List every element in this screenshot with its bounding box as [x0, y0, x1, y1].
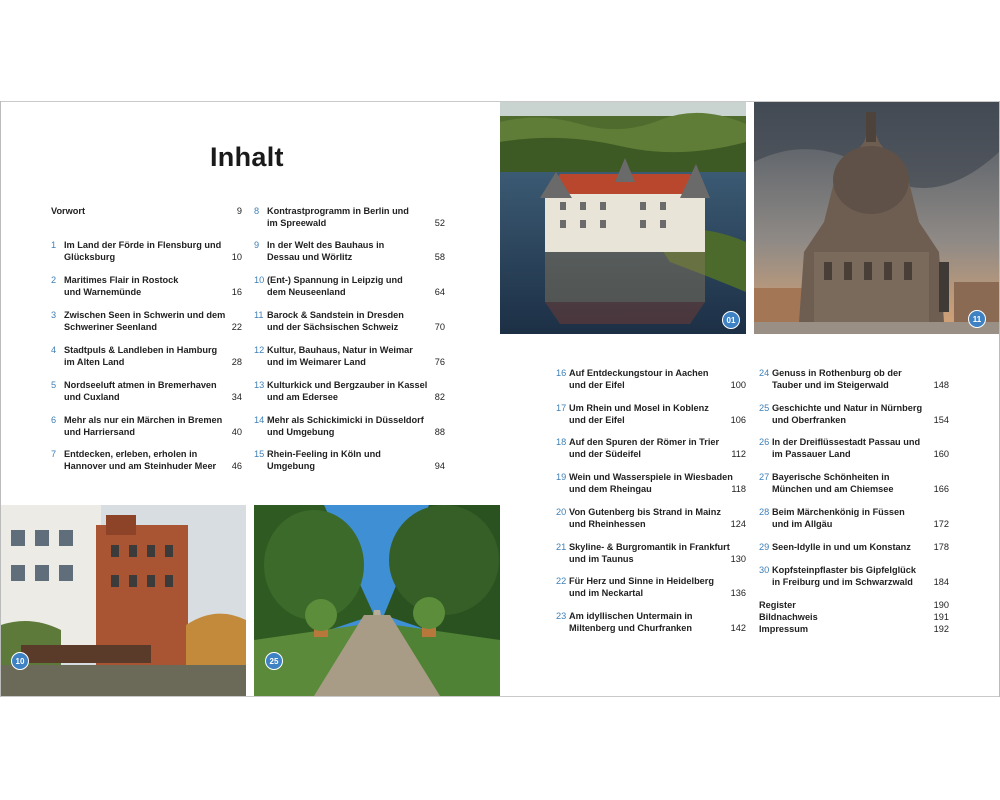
toc-entry-page: 40 — [231, 427, 242, 437]
toc-entry-line: Umgebung — [267, 461, 315, 471]
toc-entry-line: (Ent-) Spannung in Leipzig und — [267, 275, 403, 285]
toc-entry-line: in Freiburg und im Schwarzwald — [772, 577, 913, 587]
toc-entry-line: und der Eifel — [569, 380, 625, 390]
toc-entry-number: 17 — [556, 403, 567, 413]
toc-entry-line: Miltenberg und Churfranken — [569, 623, 693, 633]
toc-entry-title — [267, 379, 427, 403]
toc-entry-page: 160 — [933, 449, 949, 459]
toc-entry-number: 28 — [759, 507, 770, 517]
toc-entry — [51, 239, 242, 263]
toc-entry-page: 10 — [231, 252, 242, 262]
toc-entry-page: 191 — [933, 612, 949, 622]
toc-entry-line: Nordseeluft atmen in Bremerhaven — [64, 380, 217, 390]
toc-entry-line: und der Südeifel — [569, 449, 641, 459]
toc-entry-line: Rhein-Feeling in Köln und — [267, 449, 381, 459]
toc-entry — [254, 274, 445, 298]
toc-entry-number: 11 — [254, 310, 264, 320]
toc-entry-line: Impressum — [759, 624, 809, 634]
toc-entry-title — [759, 599, 796, 611]
toc-entry-number: 5 — [51, 380, 57, 390]
toc-entry-number: 14 — [254, 415, 265, 425]
toc-entry-line: und der Sächsischen Schweiz — [267, 322, 399, 332]
toc-entry-number: 7 — [51, 449, 57, 459]
toc-entry-title — [267, 205, 409, 229]
toc-entry-page: 88 — [434, 427, 445, 437]
toc-entry-title — [267, 414, 424, 438]
toc-entry-page: 70 — [434, 322, 445, 332]
church-photo — [754, 102, 999, 334]
toc-entry-number: 4 — [51, 345, 57, 355]
photo-number-badge: 11 — [968, 310, 986, 328]
toc-entry-page: 94 — [434, 461, 445, 471]
toc-entry-page: 9 — [236, 206, 242, 216]
toc-entry — [759, 436, 949, 460]
toc-entry-title — [267, 344, 413, 368]
toc-entry-line: Kultur, Bauhaus, Natur in Weimar — [267, 345, 413, 355]
toc-entry-line: und Oberfranken — [772, 415, 847, 425]
toc-entry-line: Kontrastprogramm in Berlin und — [267, 206, 409, 216]
toc-entry-line: im Alten Land — [64, 357, 125, 367]
toc-entry-page: 130 — [730, 554, 746, 564]
toc-entry — [254, 448, 445, 472]
toc-entry — [556, 436, 746, 460]
toc-entry-line: und Cuxland — [64, 392, 120, 402]
garden-photo — [254, 505, 500, 696]
toc-entry-page: 64 — [434, 287, 445, 297]
toc-entry-line: Beim Märchenkönig in Füssen — [772, 507, 905, 517]
toc-entry — [51, 448, 242, 472]
toc-entry — [51, 344, 242, 368]
toc-entry-number: 8 — [254, 206, 260, 216]
page-title: Inhalt — [210, 142, 284, 172]
toc-entry-page: 112 — [731, 449, 746, 459]
toc-entry-line: Mehr als nur ein Märchen in Bremen — [64, 415, 223, 425]
toc-entry-line: und Warnemünde — [64, 287, 142, 297]
toc-entry-title — [772, 436, 920, 460]
toc-entry-number: 10 — [254, 275, 265, 285]
toc-entry-page: 192 — [933, 624, 949, 634]
toc-entry-title — [569, 541, 730, 565]
toc-entry — [51, 379, 242, 403]
toc-entry-line: Entdecken, erleben, erholen in — [64, 449, 198, 459]
toc-entry-title — [267, 309, 404, 333]
toc-entry-page: 172 — [933, 519, 949, 529]
toc-entry-title — [64, 309, 225, 333]
toc-entry-line: und Umgebung — [267, 427, 335, 437]
toc-entry-title — [569, 506, 721, 530]
toc-entry-title — [569, 436, 719, 460]
toc-entry-page: 16 — [231, 287, 242, 297]
toc-entry — [759, 506, 949, 530]
toc-entry-number: 22 — [556, 576, 567, 586]
toc-entry — [759, 402, 949, 426]
toc-entry-line: Von Gutenberg bis Strand in Mainz — [569, 507, 721, 517]
toc-entry — [51, 274, 242, 298]
toc-entry — [254, 379, 445, 403]
toc-entry — [254, 205, 445, 229]
toc-entry-number: 13 — [254, 380, 265, 390]
toc-entry-line: Vorwort — [51, 206, 86, 216]
photo-number-badge: 10 — [11, 652, 29, 670]
toc-entry-line: Für Herz und Sinne in Heidelberg — [569, 576, 714, 586]
toc-entry-number: 21 — [556, 542, 567, 552]
toc-entry-number: 20 — [556, 507, 567, 517]
toc-entry-title — [64, 239, 221, 263]
toc-entry — [759, 564, 949, 588]
toc-entry-line: Seen-Idylle in und um Konstanz — [772, 542, 911, 552]
toc-entry — [556, 610, 746, 634]
toc-entry-page: 28 — [231, 357, 242, 367]
toc-entry-title — [569, 471, 733, 495]
toc-entry-line: Hannover und am Steinhuder Meer — [64, 461, 217, 471]
toc-entry — [51, 205, 242, 217]
toc-entry-line: Register — [759, 600, 796, 610]
toc-entry-title — [569, 367, 709, 391]
toc-entry-title — [64, 344, 217, 368]
toc-entry-line: und am Edersee — [267, 392, 338, 402]
toc-entry-page: 178 — [933, 542, 949, 552]
toc-entry-line: Auf Entdeckungstour in Aachen — [569, 368, 709, 378]
toc-entry-line: Skyline- & Burgromantik in Frankfurt — [569, 542, 730, 552]
toc-entry-page: 124 — [730, 519, 746, 529]
toc-entry-page: 184 — [933, 577, 949, 587]
toc-entry-line: Barock & Sandstein in Dresden — [267, 310, 404, 320]
toc-entry-number: 30 — [759, 565, 770, 575]
toc-entry — [556, 471, 746, 495]
toc-entry — [556, 402, 746, 426]
toc-entry-number: 29 — [759, 542, 770, 552]
toc-entry-line: Schweriner Seenland — [64, 322, 157, 332]
toc-entry-line: Kopfsteinpflaster bis Gipfelglück — [772, 565, 916, 575]
toc-entry-title — [569, 402, 709, 426]
toc-entry-title — [759, 623, 808, 635]
toc-entry-line: Am idyllischen Untermain in — [569, 611, 693, 621]
toc-entry-line: München und am Chiemsee — [772, 484, 894, 494]
toc-entry-page: 142 — [730, 623, 746, 633]
toc-entry-line: und im Allgäu — [772, 519, 833, 529]
toc-entry-number: 16 — [556, 368, 567, 378]
toc-entry-line: Dessau und Wörlitz — [267, 252, 353, 262]
toc-entry-page: 136 — [730, 588, 746, 598]
toc-entry-page: 22 — [231, 322, 242, 332]
toc-entry — [759, 611, 949, 623]
toc-entry-line: und Rheinhessen — [569, 519, 646, 529]
photo-number-badge: 01 — [722, 311, 740, 329]
toc-entry-page: 148 — [933, 380, 949, 390]
toc-entry-title — [51, 205, 85, 217]
toc-entry-line: In der Welt des Bauhaus in — [267, 240, 385, 250]
toc-entry-line: und im Neckartal — [569, 588, 644, 598]
toc-entry — [759, 541, 949, 553]
toc-entry-number: 2 — [51, 275, 57, 285]
toc-entry-line: Genuss in Rothenburg ob der — [772, 368, 902, 378]
toc-entry-title — [64, 448, 216, 472]
toc-entry — [759, 471, 949, 495]
toc-entry-title — [772, 564, 916, 588]
toc-entry-line: Maritimes Flair in Rostock — [64, 275, 179, 285]
toc-entry-number: 23 — [556, 611, 567, 621]
toc-entry — [51, 414, 242, 438]
toc-entry-line: Im Land der Förde in Flensburg und — [64, 240, 222, 250]
toc-entry-title — [569, 610, 693, 634]
toc-entry-page: 118 — [731, 484, 746, 494]
toc-entry-number: 1 — [51, 240, 57, 250]
toc-entry-line: Bayerische Schönheiten in — [772, 472, 890, 482]
toc-entry-line: Glücksburg — [64, 252, 116, 262]
toc-entry — [759, 599, 949, 611]
toc-entry-number: 26 — [759, 437, 770, 447]
toc-entry-title — [772, 367, 902, 391]
toc-entry — [556, 367, 746, 391]
toc-entry-number: 18 — [556, 437, 567, 447]
toc-entry — [254, 309, 445, 333]
toc-entry-number: 12 — [254, 345, 265, 355]
toc-entry-title — [772, 402, 922, 426]
toc-entry — [759, 367, 949, 391]
toc-entry — [51, 309, 242, 333]
toc-entry-line: und der Eifel — [569, 415, 625, 425]
toc-entry — [254, 239, 445, 263]
toc-entry — [254, 414, 445, 438]
hamburg-canal-photo — [1, 505, 246, 696]
toc-entry-page: 76 — [434, 357, 445, 367]
toc-entry — [759, 623, 949, 635]
toc-entry-line: Um Rhein und Mosel in Koblenz — [569, 403, 709, 413]
toc-entry-line: und im Weimarer Land — [267, 357, 366, 367]
toc-entry-page: 154 — [933, 415, 949, 425]
toc-entry-page: 166 — [933, 484, 949, 494]
toc-entry-title — [569, 575, 714, 599]
toc-entry-page: 46 — [231, 461, 242, 471]
toc-entry-number: 27 — [759, 472, 770, 482]
toc-entry-title — [759, 611, 818, 623]
toc-entry-number: 19 — [556, 472, 567, 482]
toc-entry — [254, 344, 445, 368]
toc-entry-line: im Spreewald — [267, 218, 327, 228]
toc-entry-title — [772, 506, 905, 530]
toc-entry-number: 24 — [759, 368, 770, 378]
toc-entry-number: 15 — [254, 449, 265, 459]
toc-entry — [556, 575, 746, 599]
toc-entry-page: 100 — [730, 380, 746, 390]
toc-entry-line: Mehr als Schickimicki in Düsseldorf — [267, 415, 424, 425]
toc-entry-page: 106 — [730, 415, 746, 425]
toc-entry-number: 25 — [759, 403, 770, 413]
toc-entry-line: und im Taunus — [569, 554, 634, 564]
toc-entry-line: Bildnachweis — [759, 612, 818, 622]
toc-entry-title — [64, 274, 178, 298]
toc-entry — [556, 541, 746, 565]
toc-entry-page: 190 — [933, 600, 949, 610]
toc-entry-page: 58 — [434, 252, 445, 262]
toc-entry — [556, 506, 746, 530]
toc-entry-line: und dem Rheingau — [569, 484, 652, 494]
photo-number-badge: 25 — [265, 652, 283, 670]
toc-entry-number: 6 — [51, 415, 57, 425]
toc-entry-page: 82 — [434, 392, 445, 402]
toc-entry-title — [772, 541, 911, 553]
toc-entry-title — [267, 239, 384, 263]
toc-entry-title — [64, 414, 222, 438]
toc-entry-line: Wein und Wasserspiele in Wiesbaden — [569, 472, 733, 482]
toc-entry-page: 52 — [434, 218, 445, 228]
castle-photo — [500, 102, 746, 334]
toc-entry-page: 34 — [231, 392, 242, 402]
toc-entry-title — [267, 448, 381, 472]
toc-entry-line: In der Dreiflüssestadt Passau und — [772, 437, 921, 447]
toc-entry-line: dem Neuseenland — [267, 287, 346, 297]
toc-entry-line: und Harriersand — [64, 427, 135, 437]
toc-entry-title — [772, 471, 894, 495]
toc-entry-line: Zwischen Seen in Schwerin und dem — [64, 310, 226, 320]
toc-entry-line: Stadtpuls & Landleben in Hamburg — [64, 345, 218, 355]
toc-entry-title — [64, 379, 217, 403]
toc-entry-line: Geschichte und Natur in Nürnberg — [772, 403, 923, 413]
toc-entry-number: 3 — [51, 310, 57, 320]
toc-entry-line: Auf den Spuren der Römer in Trier — [569, 437, 720, 447]
toc-entry-line: Kulturkick und Bergzauber in Kassel — [267, 380, 428, 390]
toc-entry-number: 9 — [254, 240, 260, 250]
toc-entry-title — [267, 274, 403, 298]
toc-entry-line: Tauber und im Steigerwald — [772, 380, 889, 390]
toc-entry-line: im Passauer Land — [772, 449, 851, 459]
